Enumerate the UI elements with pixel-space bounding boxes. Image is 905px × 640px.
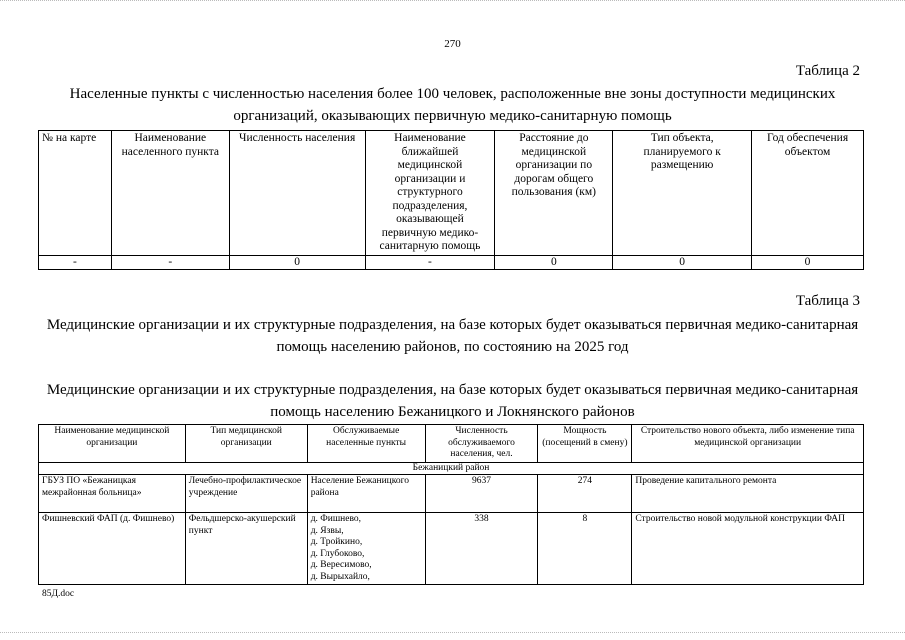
table2-cell: 0 bbox=[495, 255, 613, 270]
org-type-cell: Лечебно-профилактическое учреждение bbox=[185, 475, 307, 513]
org-type-cell: Фельдшерско-акушерский пункт bbox=[185, 513, 307, 585]
table2-cell: 0 bbox=[752, 255, 864, 270]
table3-header-cell: Строительство нового объекта, либо изменение типа медицинской организации bbox=[632, 425, 864, 463]
table2-cell: - bbox=[111, 255, 229, 270]
table2-header-cell: Расстояние до медицинской организации по дорогам общего пользования (км) bbox=[495, 131, 613, 256]
table3-header-cell: Тип медицинской организации bbox=[185, 425, 307, 463]
table2-header-cell: Год обеспечения объектом bbox=[752, 131, 864, 256]
scan-artifact-top bbox=[0, 0, 905, 2]
table-row bbox=[39, 513, 864, 585]
district-label: Бежаницкий район bbox=[39, 462, 864, 475]
table2-title: Населенные пункты с численностью населения более 100 человек, расположенные вне зоны доступности медицинских организаций, оказывающих первичную медико-санитарную помощь bbox=[69, 86, 836, 124]
org-name-cell: Фишневский ФАП (д. Фишнево) bbox=[39, 513, 186, 585]
table2-cell: - bbox=[39, 255, 112, 270]
table2-header-cell: Тип объекта, планируемого к размещению bbox=[613, 131, 752, 256]
table3-subtitle: Медицинские организации и их структурные подразделения, на базе которых будет оказываться первичная медико-санитарная помощь населению Бежаницкого и Локнянского районов bbox=[46, 382, 859, 420]
table3-header-cell: Обслуживаемые населенные пункты bbox=[307, 425, 425, 463]
table2-header-row bbox=[39, 131, 864, 256]
construction-cell: Строительство новой модульной конструкции ФАП bbox=[632, 513, 864, 585]
scan-artifact-bottom bbox=[0, 632, 905, 634]
district-row bbox=[39, 462, 864, 475]
table2-label: Таблица 2 bbox=[795, 63, 860, 79]
table-row bbox=[39, 255, 864, 270]
table2-cell: - bbox=[365, 255, 495, 270]
capacity-cell: 8 bbox=[538, 513, 632, 585]
table2-header-cell: Численность населения bbox=[229, 131, 365, 256]
file-name-footer: 85Д.doc bbox=[42, 589, 75, 599]
construction-cell: Проведение капитального ремонта bbox=[632, 475, 864, 513]
settlements-cell: д. Фишнево, д. Язвы, д. Тройкино, д. Глубоково, д. Вересимово, д. Вырыхайло, bbox=[307, 513, 425, 585]
table3-header-cell: Наименование медицинской организации bbox=[39, 425, 186, 463]
table3-label: Таблица 3 bbox=[795, 293, 860, 309]
table3 bbox=[38, 424, 864, 585]
capacity-cell: 274 bbox=[538, 475, 632, 513]
table2-header-cell: Наименование населенного пункта bbox=[111, 131, 229, 256]
population-cell: 9637 bbox=[425, 475, 538, 513]
population-cell: 338 bbox=[425, 513, 538, 585]
table2-cell: 0 bbox=[229, 255, 365, 270]
table-row bbox=[39, 475, 864, 513]
table2-header-cell: Наименование ближайшей медицинской организации и структурного подразделения, оказывающей первичную медико-санитарную помощь bbox=[365, 131, 495, 256]
page-number: 270 bbox=[444, 38, 461, 50]
table3-header-cell: Мощность (посещений в смену) bbox=[538, 425, 632, 463]
table2 bbox=[38, 130, 864, 270]
org-name-cell: ГБУЗ ПО «Бежаницкая межрайонная больница» bbox=[39, 475, 186, 513]
settlements-cell: Население Бежаницкого района bbox=[307, 475, 425, 513]
table3-header-row bbox=[39, 425, 864, 463]
table2-cell: 0 bbox=[613, 255, 752, 270]
table2-header-cell: № на карте bbox=[39, 131, 112, 256]
table3-header-cell: Численность обслуживаемого населения, чел. bbox=[425, 425, 538, 463]
table3-title: Медицинские организации и их структурные подразделения, на базе которых будет оказываться первичная медико-санитарная помощь населению районов, по состоянию на 2025 год bbox=[46, 317, 859, 355]
